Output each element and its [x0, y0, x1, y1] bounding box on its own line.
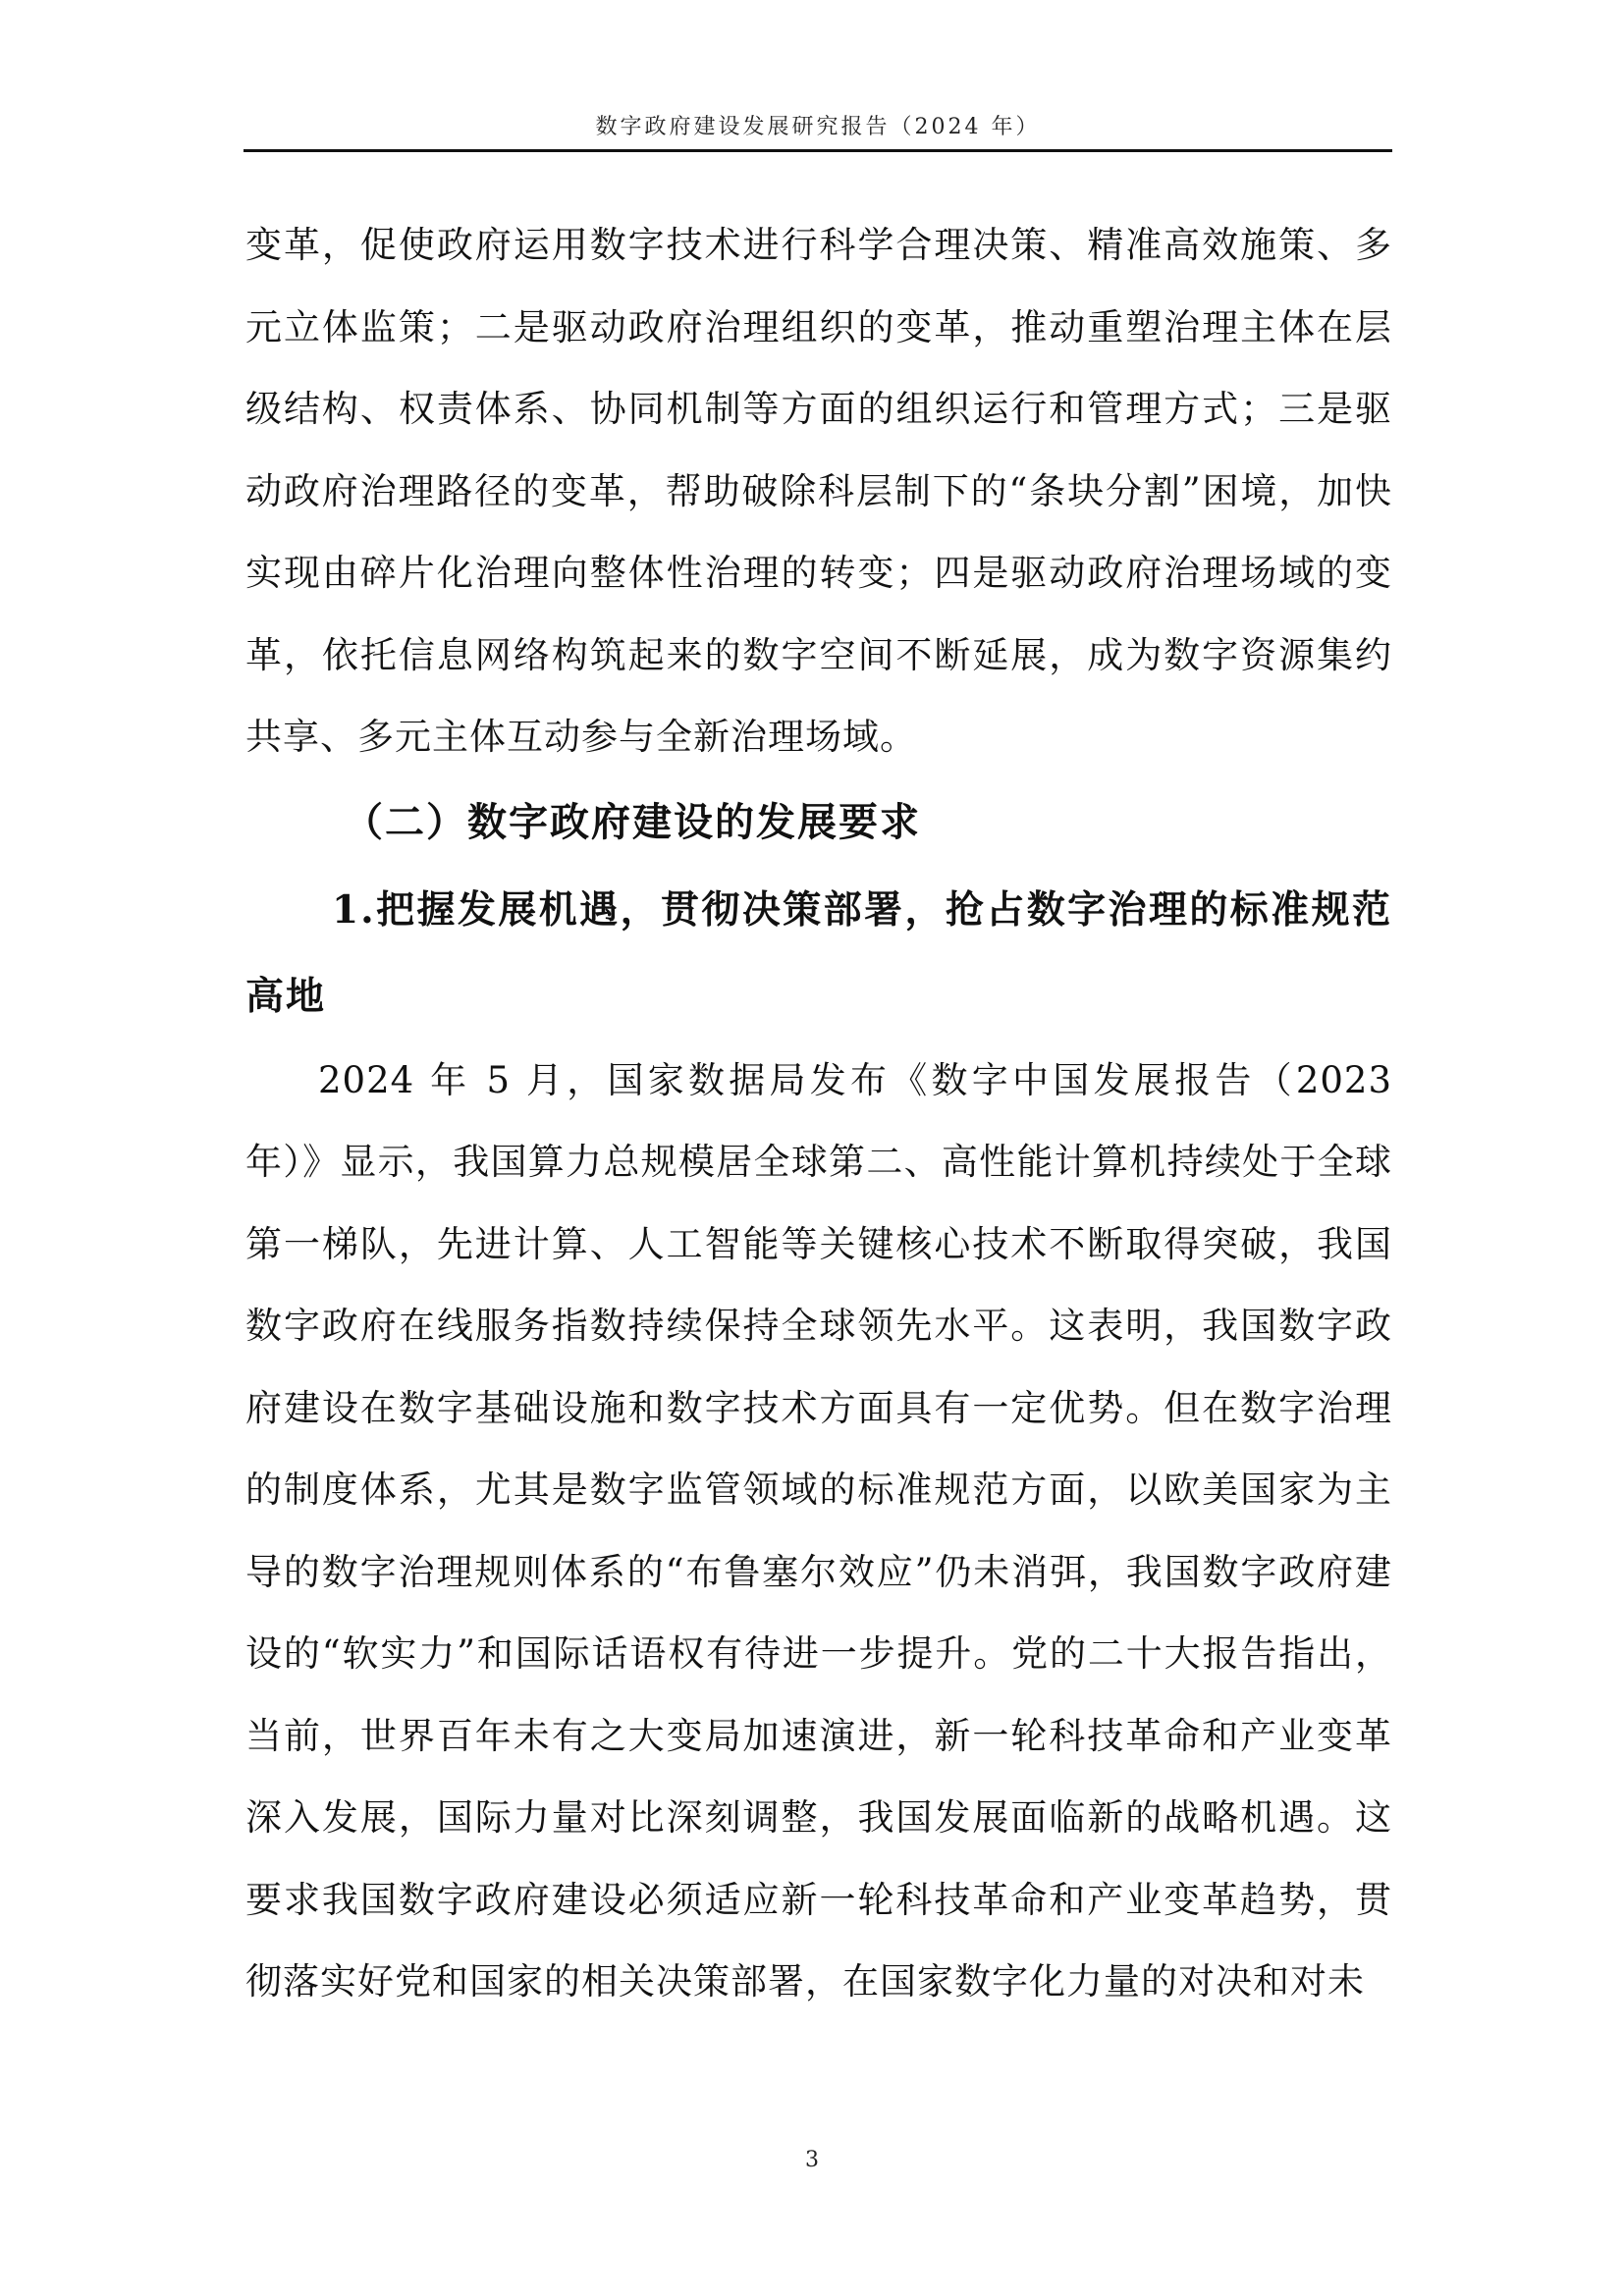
running-header: 数字政府建设发展研究报告（2024 年） — [595, 115, 1041, 139]
body-paragraph: 2024 年 5 月，国家数据局发布《数字中国发展报告（2023 年）》显示，我国算力总规模居全球第二、高性能计算机持续处于全球第一梯队，先进计算、人工智能等关键核心技术不断取得突破，我国数字政府在线服务指数持续保持全球领先水平。这表明，我国数字政府建设在数字基础设施和数字技术方面具有一定优势。但在数字治理的制度体系，尤其是数字监管领域的标准规范方面，以欧美国家为主导的数字治理规则体系的“布鲁塞尔效应”仍未消弭，我国数字政府建设的“软实力”和国际话语权有待进一步提升。党的二十大报告指出，当前，世界百年未有之大变局加速演进，新一轮科技革命和产业变革深入发展，国际力量对比深刻调整，我国发展面临新的战略机遇。这要求我国数字政府建设必须适应新一轮科技革命和产业变革趋势，贯彻落实好党和国家的相关决策部署，在国家数字化力量的对决和对未 — [245, 1058, 1392, 2002]
page-body — [245, 204, 1392, 2023]
page-number: 3 — [805, 2148, 819, 2172]
header-rule — [244, 149, 1392, 152]
sub-heading: 1.把握发展机遇，贯彻决策部署，抢占数字治理的标准规范高地 — [245, 886, 1392, 1019]
section-heading: （二）数字政府建设的发展要求 — [344, 799, 921, 845]
body-paragraph: 变革，促使政府运用数字技术进行科学合理决策、精准高效施策、多元立体监策；二是驱动政府治理组织的变革，推动重塑治理主体在层级结构、权责体系、协同机制等方面的组织运行和管理方式；三是驱动政府治理路径的变革，帮助破除科层制下的“条块分割”困境，加快实现由碎片化治理向整体性治理的转变；四是驱动政府治理场域的变革，依托信息网络构筑起来的数字空间不断延展，成为数字资源集约共享、多元主体互动参与全新治理场域。 — [245, 224, 1392, 758]
